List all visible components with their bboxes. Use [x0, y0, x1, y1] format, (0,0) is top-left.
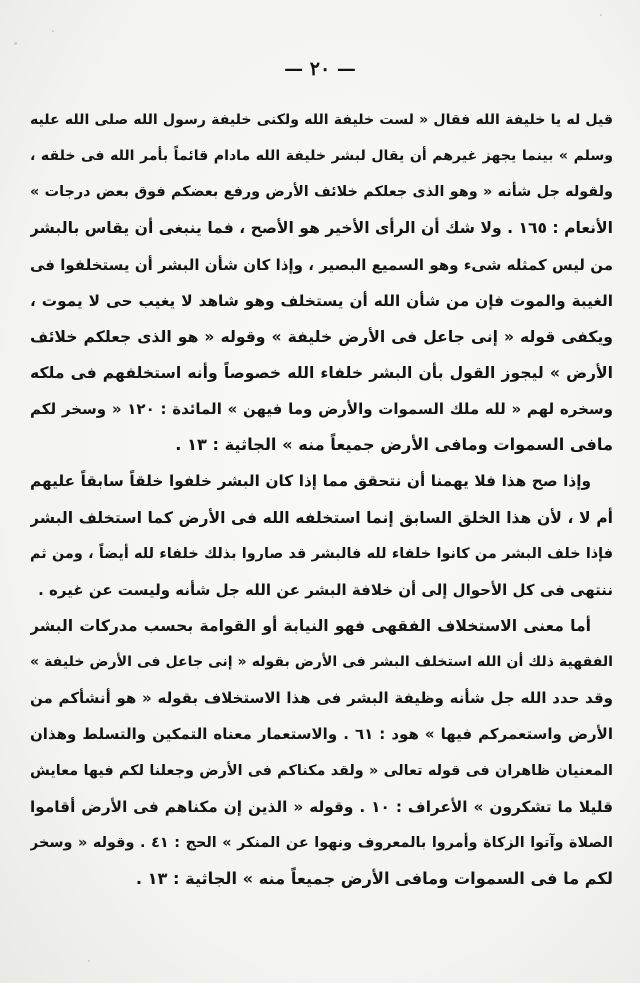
text-line: وسلم » بينما يجهز غيرهم أن يقال لبشر خليفة الله مادام قائماً بأمر الله فى خلقه ، [30, 148, 613, 165]
text-line: مافى السموات ومافى الأرض جميعاً منه » الجاثية : ١٣ . [175, 435, 613, 455]
text-line: قليلا ما تشكرون » الأعراف : ١٠ . وقوله « الذين إن مكناهم فى الأرض أقاموا [30, 797, 613, 816]
scan-speck [14, 42, 17, 45]
text-line: الأرض » ليجوز القول بأن البشر خلفاء الله خصوصاً وأنه استخلفهم فى ملكه [30, 363, 613, 382]
text-line: المعنيان ظاهران فى قوله تعالى « ولقد مكناكم فى الأرض وجعلنا لكم فيها معايش [30, 762, 613, 779]
text-line: أم لا ، لأن هذا الخلق السابق إنما استخلفه الله فى الأرض كما استخلف البشر [30, 508, 613, 527]
text-line: أما معنى الاستخلاف الفقهى فهو النيابة أو القوامة بحسب مدركات البشر [30, 616, 591, 635]
text-line: وإذا صح هذا فلا يهمنا أن نتحقق مما إذا كان البشر خلفوا خلقاً سابقاً عليهم [30, 472, 591, 491]
text-line: الأنعام : ١٦٥ . ولا شك أن الرأى الأخير هو الأصح ، فما ينبغى أن يقاس بالبشر [30, 219, 613, 238]
text-line: الفقهية ذلك أن الله استخلف البشر فى الأرض بقوله « إنى جاعل فى الأرض خليفة » [30, 654, 613, 671]
text-line: وقد حدد الله جل شأنه وظيفة البشر فى هذا الاستخلاف بقوله « هو أنشأكم من [30, 689, 613, 708]
text-line: من ليس كمثله شىء وهو السميع البصير ، وإذا كان شأن البشر أن يستخلفوا فى [30, 255, 613, 274]
text-line: ويكفى قوله « إنى جاعل فى الأرض خليفة » وقوله « هو الذى جعلكم خلائف [30, 327, 613, 346]
page-number: — ٢٠ — [284, 58, 356, 80]
text-line: فإذا خلف البشر من كانوا خلفاء لله فالبشر قد صاروا بذلك خلفاء لله أيضاً ، ومن ثم [30, 545, 613, 562]
text-line: قيل له يا خليفة الله فقال « لست خليفة الله ولكنى خليفة رسول الله صلى الله عليه [30, 112, 613, 128]
text-line: الصلاة وآتوا الزكاة وأمروا بالمعروف ونهوا عن المنكر » الحج : ٤١ . وقوله « وسخر [30, 834, 613, 851]
text-line: وسخره لهم « لله ملك السموات والأرض وما فيهن » المائدة : ١٢٠ « وسخر لكم [30, 400, 613, 419]
text-line: ننتهى فى كل الأحوال إلى أن خلافة البشر عن الله جل شأنه وليست عن غيره . [38, 580, 613, 599]
text-line: ولقوله جل شأنه « وهو الذى جعلكم خلائف الأرض ورفع بعضكم فوق بعض درجات » [30, 184, 613, 201]
body-text [30, 102, 613, 897]
scan-speck [600, 14, 602, 16]
text-line: الأرض واستعمركم فيها » هود : ٦١ . والاستعمار معناه التمكين والتسلط وهذان [30, 725, 613, 744]
scan-speck [88, 960, 90, 962]
text-line: الغيبة والموت فإن من شأن الله أن يستخلف وهو شاهد لا يغيب حى لا يموت ، [30, 291, 613, 310]
scan-speck [52, 30, 54, 32]
text-line: لكم ما فى السموات ومافى الأرض جميعاً منه » الجاثية : ١٣ . [135, 868, 613, 888]
